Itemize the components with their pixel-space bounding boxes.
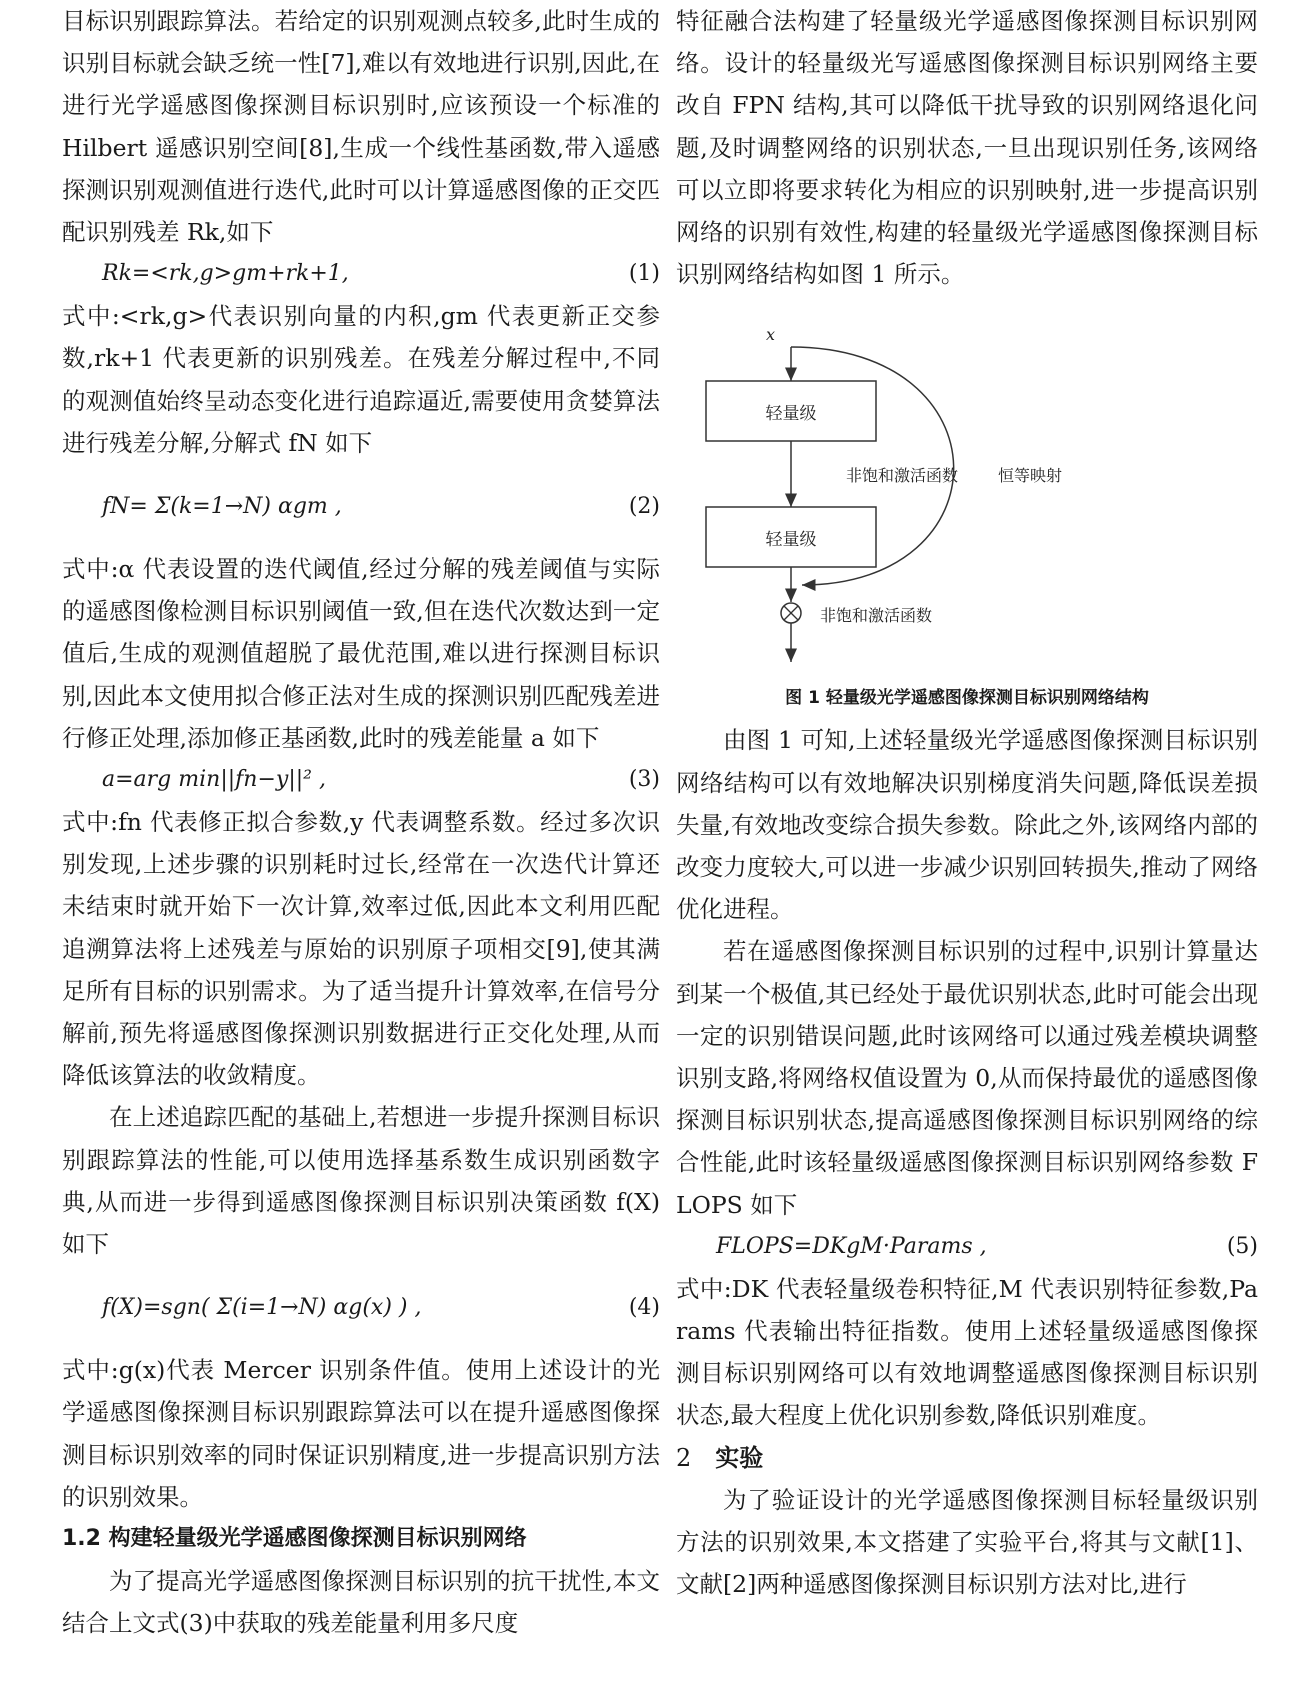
- equation-1: [62, 253, 660, 295]
- paragraph: 为了验证设计的光学遥感图像探测目标轻量级识别方法的识别效果,本文搭建了实验平台,将其与文献[1]、文献[2]两种遥感图像探测目标识别方法对比,进行: [676, 1485, 1258, 1599]
- activation-label-mid: 非饱和激活函数: [846, 466, 959, 486]
- equation-number: (3): [628, 767, 660, 793]
- section-heading: 1.2 构建轻量级光学遥感图像探测目标识别网络: [62, 1526, 527, 1552]
- right-column: [676, 0, 1258, 1605]
- paragraph: 式中:DK 代表轻量级卷积特征,M 代表识别特征参数,Params 代表输出特征指数。使用上述轻量级遥感图像探测目标识别网络可以有效地调整遥感图像探测目标识别状态,最大程度上优化识别参数,降低识别难度。: [676, 1274, 1258, 1430]
- paragraph: 式中:α 代表设置的迭代阈值,经过分解的残差阈值与实际的遥感图像检测目标识别阈值一致,但在迭代次数达到一定值后,生成的观测值超脱了最优范围,难以进行探测目标识别,因此本文使用拟合修正法对生成的探测识别匹配残差进行修正处理,添加修正基函数,此时的残差能量 a 如下: [62, 555, 660, 752]
- equation-formula: Rk=<rk,g>gm+rk+1,: [102, 261, 349, 287]
- equation-number: (4): [628, 1295, 660, 1321]
- paragraph: 若在遥感图像探测目标识别的过程中,识别计算量达到某一个极值,其已经处于最优识别状态,此时可能会出现一定的识别错误问题,此时该网络可以通过残差模块调整识别支路,将网络权值设置为 0,从而保持最优的遥感图像探测目标识别状态,提高遥感图像探测目标识别网络的综合性能,此时该轻量级遥感图像探测目标识别网络参数 FLOPS 如下: [676, 937, 1258, 1219]
- equation-number: (1): [628, 261, 660, 287]
- equation-3: [62, 759, 660, 801]
- network-diagram: [676, 317, 1258, 677]
- input-label: x: [766, 325, 776, 345]
- figure-caption: 图 1 轻量级光学遥感图像探测目标识别网络结构: [785, 688, 1149, 709]
- paragraph: 式中:<rk,g>代表识别向量的内积,gm 代表更新正交参数,rk+1 代表更新的识别残差。在残差分解过程中,不同的观测值始终呈动态变化进行追踪逼近,需要使用贪婪算法进行残差分解,分解式 fN 如下: [62, 302, 660, 457]
- paragraph: 由图 1 可知,上述轻量级光学遥感图像探测目标识别网络结构可以有效地解决识别梯度消失问题,降低误差损失量,有效地改变综合损失参数。除此之外,该网络内部的改变力度较大,可以进一步减少识别回转损失,推动了网络优化进程。: [676, 726, 1258, 924]
- equation-formula: f(X)=sgn( Σ(i=1→N) αg(x) ) ,: [102, 1295, 422, 1321]
- equation-formula: FLOPS=DKgM·Params ,: [716, 1233, 987, 1259]
- paragraph: 式中:g(x)代表 Mercer 识别条件值。使用上述设计的光学遥感图像探测目标识别跟踪算法可以在提升遥感图像探测目标识别效率的同时保证识别精度,进一步提高识别方法的识别效果。: [62, 1356, 660, 1511]
- block-1-label: 轻量级: [765, 404, 817, 425]
- equation-2: [62, 464, 660, 548]
- paragraph: 式中:fn 代表修正拟合参数,y 代表调整系数。经过多次识别发现,上述步骤的识别耗时过长,经常在一次迭代计算还未结束时就开始下一次计算,效率过低,因此本文利用匹配追溯算法将上述残差与原始的识别原子项相交[9],使其满足所有目标的识别需求。为了适当提升计算效率,在信号分解前,预先将遥感图像探测识别数据进行正交化处理,从而降低该算法的收敛精度。: [62, 808, 660, 1090]
- paragraph: 目标识别跟踪算法。若给定的识别观测点较多,此时生成的识别目标就会缺乏统一性[7],难以有效地进行识别,因此,在进行光学遥感图像探测目标识别时,应该预设一个标准的 Hilbert 遥感识别空间[8],生成一个线性基函数,带入遥感探测识别观测值进行迭代,此时可以计算遥感图像的正交匹配识别残差 Rk,如下: [62, 7, 660, 247]
- paragraph: 特征融合法构建了轻量级光学遥感图像探测目标识别网络。设计的轻量级光写遥感图像探测目标识别网络主要改自 FPN 结构,其可以降低干扰导致的识别网络退化问题,及时调整网络的识别状态,一旦出现识别任务,该网络可以立即将要求转化为相应的识别映射,进一步提高识别网络的识别有效性,构建的轻量级光学遥感图像探测目标识别网络结构如图 1 所示。: [676, 7, 1258, 289]
- block-2-label: 轻量级: [765, 530, 817, 551]
- section-number: 2: [676, 1443, 692, 1472]
- activation-label-out: 非饱和激活函数: [820, 606, 933, 626]
- equation-formula: a=arg min||fn−y||² ,: [102, 767, 326, 793]
- section-heading: [676, 1437, 1258, 1479]
- equation-formula: fN= Σ(k=1→N) αgm ,: [102, 494, 342, 520]
- equation-number: (5): [1226, 1233, 1258, 1259]
- section-title: 实验: [715, 1443, 764, 1472]
- equation-number: (2): [628, 494, 660, 520]
- equation-4: [62, 1265, 660, 1349]
- paragraph: 为了提高光学遥感图像探测目标识别的抗干扰性,本文结合上文式(3)中获取的残差能量利用多尺度: [62, 1567, 660, 1638]
- equation-5: [676, 1226, 1258, 1268]
- network-structure-figure: [676, 317, 1258, 677]
- paragraph: 在上述追踪匹配的基础上,若想进一步提升探测目标识别跟踪算法的性能,可以使用选择基系数生成识别函数字典,从而进一步得到遥感图像探测目标识别决策函数 f(X)如下: [62, 1103, 660, 1259]
- identity-mapping-label: 恒等映射: [998, 466, 1063, 486]
- left-column: [62, 0, 660, 1645]
